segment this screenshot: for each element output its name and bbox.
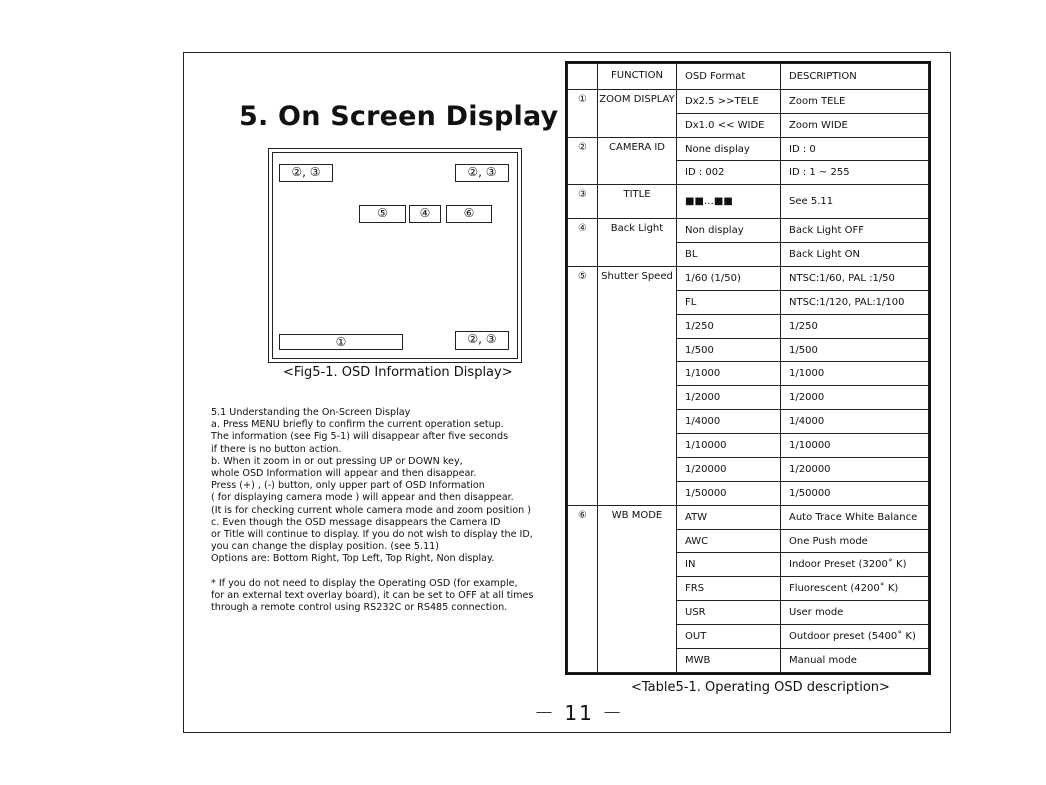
description-cell: 1/2000	[781, 386, 929, 410]
osd-format-cell: OUT	[677, 625, 781, 649]
note-line: Press (+) , (-) button, only upper part of OSD Information	[211, 480, 485, 492]
function-number: ①	[568, 89, 598, 137]
osd-format-cell: ATW	[677, 505, 781, 529]
osd-format-cell: MWB	[677, 648, 781, 672]
note-line: c. Even though the OSD message disappears the Camera ID	[211, 516, 501, 528]
note-line: for an external text overlay board), it can be set to OFF at all times	[211, 589, 534, 601]
description-cell: Zoom TELE	[781, 89, 929, 113]
table-header-cell: FUNCTION	[598, 64, 677, 90]
osd-format-cell: ID : 002	[677, 161, 781, 185]
note-line: whole OSD Information will appear and then disappear.	[211, 468, 477, 480]
note-line: The information (see Fig 5-1) will disappear after five seconds	[211, 431, 509, 443]
osd-format-cell: Non display	[677, 219, 781, 243]
note-line: Options are: Bottom Right, Top Left, Top Right, Non display.	[211, 553, 495, 565]
osd-figure	[268, 148, 522, 363]
table-row	[568, 266, 929, 290]
page-number: － 11 －	[534, 701, 625, 725]
function-number: ③	[568, 185, 598, 219]
table-row	[568, 185, 929, 219]
note-line: through a remote control using RS232C or RS485 connection.	[211, 602, 508, 614]
function-number: ②	[568, 137, 598, 185]
function-name: Back Light	[598, 219, 677, 267]
manual-page	[183, 52, 951, 733]
osd-format-cell: 1/10000	[677, 434, 781, 458]
table-row	[568, 219, 929, 243]
osd-format-cell: 1/250	[677, 314, 781, 338]
note-spacer	[211, 566, 533, 578]
header-num-cell	[568, 64, 598, 90]
osd-format-cell: BL	[677, 243, 781, 267]
section-title: 5. On Screen Display	[239, 101, 559, 132]
description-cell: One Push mode	[781, 529, 929, 553]
table-row	[568, 505, 929, 529]
osd-format-cell: ■■…■■	[677, 185, 781, 219]
description-cell: Outdoor preset (5400˚ K)	[781, 625, 929, 649]
osd-format-cell: Dx2.5 >>TELE	[677, 89, 781, 113]
function-name: WB MODE	[598, 505, 677, 672]
osd-box-backlight: ④	[409, 205, 441, 223]
osd-description-table-frame	[565, 61, 931, 675]
osd-format-cell: IN	[677, 553, 781, 577]
function-number: ⑥	[568, 505, 598, 672]
osd-box-bottom-right: ②, ③	[455, 331, 509, 350]
osd-format-cell: FRS	[677, 577, 781, 601]
function-number: ④	[568, 219, 598, 267]
function-name: ZOOM DISPLAY	[598, 89, 677, 137]
osd-format-cell: FL	[677, 290, 781, 314]
note-line: (It is for checking current whole camera mode and zoom position )	[211, 504, 531, 516]
table-header-cell: OSD Format	[677, 64, 781, 90]
description-cell: ID : 0	[781, 137, 929, 161]
description-cell: User mode	[781, 601, 929, 625]
notes-heading: 5.1 Understanding the On-Screen Display	[211, 407, 411, 418]
osd-format-cell: 1/2000	[677, 386, 781, 410]
description-cell: NTSC:1/60, PAL :1/50	[781, 266, 929, 290]
description-cell: 1/500	[781, 338, 929, 362]
description-cell: Indoor Preset (3200˚ K)	[781, 553, 929, 577]
description-cell: Back Light ON	[781, 243, 929, 267]
description-cell: Auto Trace White Balance	[781, 505, 929, 529]
osd-format-cell: AWC	[677, 529, 781, 553]
osd-format-cell: None display	[677, 137, 781, 161]
osd-format-cell: 1/50000	[677, 481, 781, 505]
function-number: ⑤	[568, 266, 598, 505]
note-line: ( for displaying camera mode ) will appear and then disappear.	[211, 492, 514, 504]
description-cell: 1/20000	[781, 457, 929, 481]
description-cell: 1/50000	[781, 481, 929, 505]
description-cell: 1/1000	[781, 362, 929, 386]
table-header-row	[568, 64, 929, 90]
osd-box-wb-mode: ⑥	[446, 205, 492, 223]
description-cell: Back Light OFF	[781, 219, 929, 243]
note-line: * If you do not need to display the Operating OSD (for example,	[211, 577, 518, 589]
description-cell: NTSC:1/120, PAL:1/100	[781, 290, 929, 314]
description-cell: Manual mode	[781, 648, 929, 672]
osd-box-zoom: ①	[279, 334, 403, 350]
note-line: you can change the display position. (see 5.11)	[211, 541, 440, 553]
description-cell: 1/10000	[781, 434, 929, 458]
osd-format-cell: 1/500	[677, 338, 781, 362]
note-line: if there is no button action.	[211, 443, 342, 455]
description-cell: ID : 1 ~ 255	[781, 161, 929, 185]
description-cell: Fluorescent (4200˚ K)	[781, 577, 929, 601]
function-name: TITLE	[598, 185, 677, 219]
function-name: Shutter Speed	[598, 266, 677, 505]
osd-format-cell: 1/4000	[677, 410, 781, 434]
table-row	[568, 89, 929, 113]
osd-description-table	[567, 63, 929, 673]
note-line: a. Press MENU briefly to confirm the current operation setup.	[211, 419, 504, 431]
description-cell: Zoom WIDE	[781, 113, 929, 137]
osd-format-cell: 1/60 (1/50)	[677, 266, 781, 290]
figure-caption: <Fig5-1. OSD Information Display>	[283, 365, 513, 380]
note-line: or Title will continue to display. If you do not wish to display the ID,	[211, 529, 533, 541]
note-line: b. When it zoom in or out pressing UP or DOWN key,	[211, 455, 463, 467]
table-header-cell: DESCRIPTION	[781, 64, 929, 90]
osd-format-cell: 1/20000	[677, 457, 781, 481]
table-caption: <Table5-1. Operating OSD description>	[631, 680, 890, 695]
osd-box-top-left: ②, ③	[279, 164, 333, 182]
description-cell: 1/250	[781, 314, 929, 338]
osd-screen-frame	[272, 152, 518, 359]
osd-box-shutter: ⑤	[359, 205, 406, 223]
osd-format-cell: USR	[677, 601, 781, 625]
description-cell: 1/4000	[781, 410, 929, 434]
table-row	[568, 137, 929, 161]
osd-format-cell: 1/1000	[677, 362, 781, 386]
osd-format-cell: Dx1.0 << WIDE	[677, 113, 781, 137]
notes-list	[211, 407, 533, 614]
osd-box-top-right: ②, ③	[455, 164, 509, 182]
description-cell: See 5.11	[781, 185, 929, 219]
function-name: CAMERA ID	[598, 137, 677, 185]
